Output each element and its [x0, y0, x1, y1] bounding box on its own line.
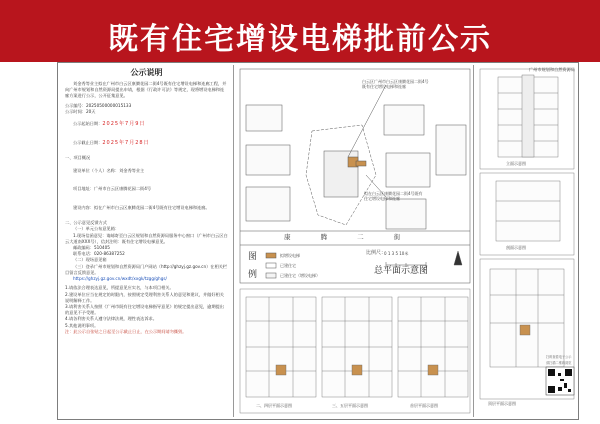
legend-head-2: 例 — [248, 270, 258, 280]
legend-label-elevator: 拟增设电梯 — [280, 253, 300, 258]
floor-plan-title-1: 首层平面示意图 — [410, 403, 438, 408]
site-plan-note: 白云区广州市白云区康腾花园二街4号既有住宅增设电梯和连廊 — [362, 79, 429, 89]
notice-intro: 刘金秀等业主拟在广州市白云区康腾花园二街4号既有住宅增设电梯和连廊工程，并向广州市规划和自然资源局提出申请，根据《行政许可法》等规定，现将增设电梯和连廊方案进行公示，公开征集意见。 — [65, 81, 227, 99]
drawings-column — [236, 65, 474, 417]
qr-caption-2: 请扫描二维码浏览 — [546, 361, 572, 365]
notice-period: 公示时间：20天 — [65, 108, 96, 114]
note-4: 4.请各利害关系人遵守法律法规，理性表达诉求。 — [65, 316, 157, 322]
notice-end — [60, 134, 233, 153]
section-title: 剖面示意图 — [506, 245, 526, 250]
content-label: 建设内容： — [73, 204, 94, 210]
notice-end-label: 公示截止日期： — [73, 139, 103, 145]
site-plan-title: 总平面示意图 — [374, 266, 429, 276]
notice-end-date: 2025年7月28日 — [102, 139, 150, 146]
sections-column — [476, 65, 578, 417]
note-5: 5.其他说明事项。 — [65, 322, 99, 328]
section-overview: 一、项目概况 — [65, 155, 91, 161]
location-row — [60, 180, 233, 199]
location-label: 项目地址： — [73, 186, 94, 192]
applicant-value: 刘金秀等业主 — [119, 167, 145, 173]
applicant-label: 建设单位（个人）名称： — [73, 167, 120, 173]
section-feedback: 二、公示意见反馈方式 — [65, 220, 107, 226]
floor-plan-title-top: 顶层平面示意图 — [488, 401, 516, 406]
site-plan-callout: 拟在白云区康腾花园二街4号既有住宅增设电梯和连廊 — [364, 191, 423, 201]
notice-number: 公示编号：20250500000015133 — [65, 102, 132, 108]
content-value: 拟在广州市白云区康腾花园二街4号既有住宅增设电梯和连廊。 — [93, 204, 210, 210]
note-3: 3.请利害关系人按照《广州市既有住宅增设电梯指导意见》的规定提出意见，逾期提出的意见不予受理。 — [65, 303, 224, 316]
notice-agency: 广州市规划和自然资源局 — [528, 67, 575, 72]
feedback-1: 1.现场信函意见：请邮寄至白云区规划和自然资源局服务中心窗口（广州市白云区白云大道南XXX号），信封注明：既有住宅增设电梯意见。 — [65, 232, 228, 244]
legend-swatch-building-elevator — [266, 273, 276, 278]
feedback-3: 联系电话：020-86387252 — [73, 251, 125, 257]
header-banner — [0, 0, 600, 62]
legend-label-building-elevator: 已建住宅（增设电梯） — [280, 273, 320, 278]
feedback-4: （三）登录广州市规划和自然资源局门户网站（http://ghzyj.gz.gov.cn）在相关栏目留言反馈意见。 — [65, 263, 228, 275]
note-1: 1.请依法合理表达意见，所提意见应实名，与本项目相关。 — [65, 285, 174, 291]
notice-board — [57, 62, 579, 420]
site-plan-drawing — [236, 65, 474, 417]
content-row — [60, 199, 233, 218]
feedback-2: 邮政编码：510405 — [73, 245, 110, 251]
legend-swatch-building — [266, 263, 276, 268]
website-link[interactable]: https://ghzyj.gz.gov.cn/wxdt/xxgk/tzgg/ghgs/ — [73, 276, 167, 282]
street-label: 康 腾 二 街 — [284, 233, 415, 241]
floor-plan-title-3: 三、五层平面示意图 — [332, 403, 368, 408]
channel-1: （一）单元公布意见箱： — [73, 226, 120, 232]
scale-marks: 0 1 3 5 10米 — [384, 251, 409, 256]
notice-heading: 公示说明 — [130, 68, 163, 77]
footer-note: 注：此公示自张贴之日起至公示截止日止，在公示期间请勿撕毁。 — [65, 328, 187, 334]
note-2: 2.建设单位应当在规定的时限内，按照规定受理利害关系人的意见和建议，并做好相关说明解释工作。 — [65, 291, 224, 303]
legend-head: 图 — [248, 252, 258, 262]
notice-start-date: 2025年7月9日 — [102, 121, 146, 128]
elevation-title: 立面示意图 — [506, 161, 526, 166]
scale-label: 比例尺： — [366, 250, 387, 256]
legend-label-building: 已建住宅 — [280, 263, 296, 268]
notice-start — [60, 115, 233, 134]
notice-start-label: 公示起始日期： — [73, 121, 103, 127]
location-value: 广州市白云区康腾花园二街4号 — [93, 186, 152, 192]
floor-plan-title-2: 二、四层平面示意图 — [256, 403, 292, 408]
qr-caption: 扫码查看电子公示 — [546, 355, 572, 359]
legend-swatch-elevator — [266, 253, 276, 258]
page-title: 既有住宅增设电梯批前公示 — [108, 22, 492, 57]
qr-code-icon — [546, 367, 574, 395]
applicant-row — [60, 161, 233, 180]
channel-2: （二）现场意见箱 — [73, 257, 107, 263]
